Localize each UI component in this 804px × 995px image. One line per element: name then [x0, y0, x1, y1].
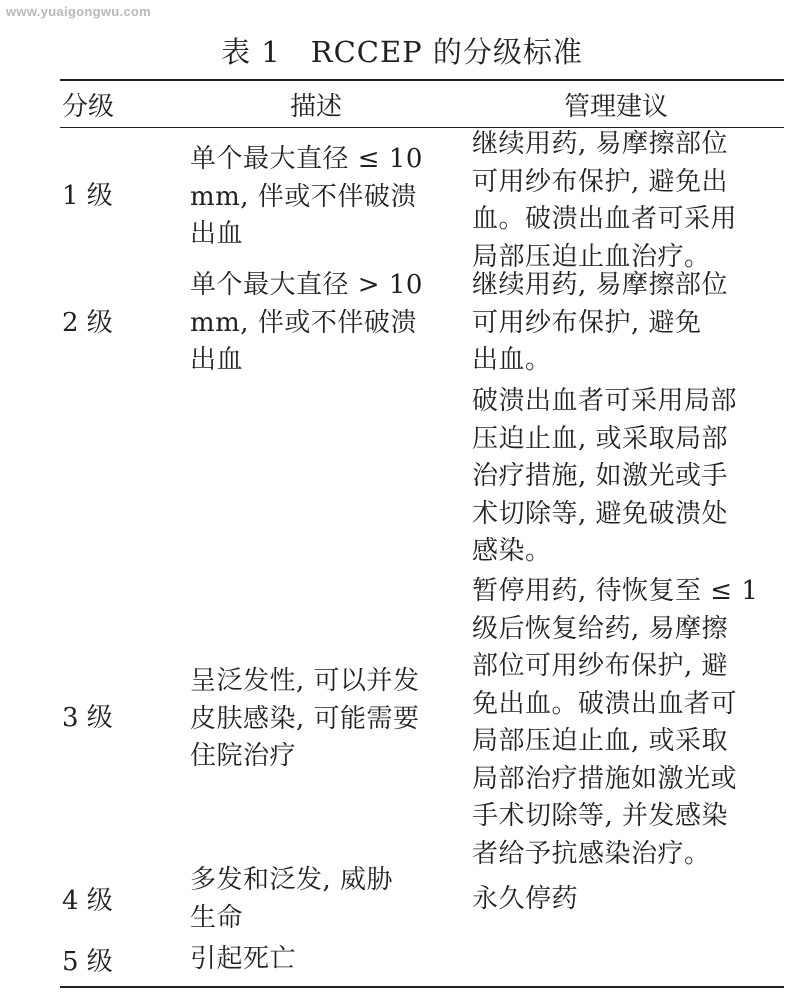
header-management: 管理建议 — [564, 92, 669, 122]
row-2-grade: 2 级 — [62, 308, 113, 338]
header-grade: 分级 — [62, 92, 115, 122]
row-1-management: 继续用药, 易摩擦部位 可用纱布保护, 避免出 血。破溃出血者可采用 局部压迫止血治疗。 — [472, 129, 738, 272]
row-4-management: 永久停药 — [472, 884, 579, 914]
row-3-management: 暂停用药, 待恢复至 ≤ 1 级后恢复给药, 易摩擦 部位可用纱布保护, 避 免出血。破溃出血者可 局部压迫止血, 或采取 局部治疗措施如激光或 手术切除等, 并发感染 者给予抗感染治疗。 — [472, 576, 759, 869]
row-3-description: 呈泛发性, 可以并发 皮肤感染, 可能需要 住院治疗 — [190, 666, 420, 771]
row-4-grade: 4 级 — [62, 886, 113, 916]
row-1-grade: 1 级 — [62, 181, 113, 211]
row-1-description: 单个最大直径 ≤ 10 mm, 伴或不伴破溃 出血 — [190, 144, 423, 249]
table-header-row — [0, 86, 804, 122]
row-2-management-continued: 破溃出血者可采用局部 压迫止血, 或采取局部 治疗措施, 如激光或手 术切除等, 避免破溃处 感染。 — [472, 386, 738, 566]
row-4-description: 多发和泛发, 威胁 生命 — [190, 865, 394, 933]
row-5-grade: 5 级 — [62, 947, 113, 977]
table-title: 表 1 RCCEP 的分级标准 — [221, 35, 583, 69]
table-bottom-rule — [60, 986, 784, 988]
row-2-description: 单个最大直径 > 10 mm, 伴或不伴破溃 出血 — [190, 270, 423, 375]
header-description: 描述 — [290, 92, 343, 122]
row-3-grade: 3 级 — [62, 703, 113, 733]
row-5-description: 引起死亡 — [190, 944, 297, 974]
watermark-text: www.yuaigongwu.com — [6, 4, 152, 19]
table-top-rule — [60, 79, 784, 81]
row-2-management: 继续用药, 易摩擦部位 可用纱布保护, 避免 出血。 — [472, 270, 729, 375]
